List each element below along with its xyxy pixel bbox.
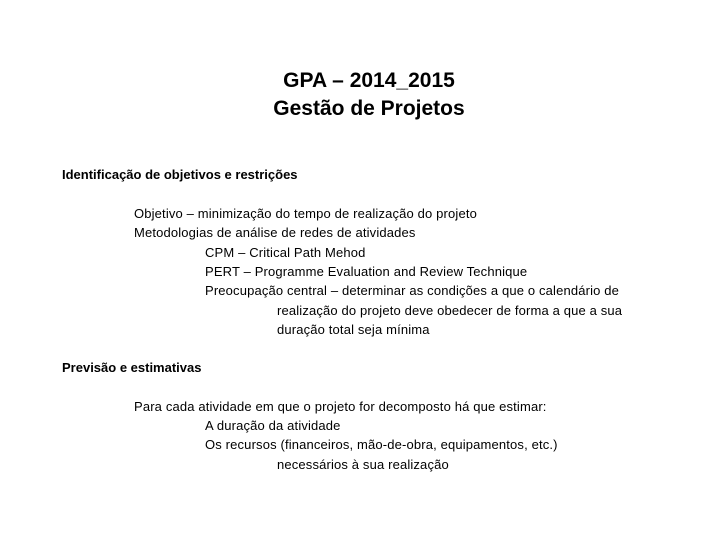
title-line-2: Gestão de Projetos [273,97,465,120]
estimates-intro-text: Para cada atividade em que o projeto for decomposto há que estimar: [134,399,547,414]
cpm-text: CPM – Critical Path Mehod [205,245,366,260]
duration-item-text: A duração da atividade [205,418,341,433]
resources-item-text-line-2: necessários à sua realização [277,457,449,472]
concern-text-line-2: realização do projeto deve obedecer de forma a que a sua [277,303,623,318]
pert-text: PERT – Programme Evaluation and Review Technique [205,264,528,279]
slide-title [0,67,720,123]
section-heading-estimates: Previsão e estimativas [62,360,202,375]
concern-text-line-1: Preocupação central – determinar as condições a que o calendário de [205,283,620,298]
methodologies-text: Metodologias de análise de redes de atividades [134,225,416,240]
section-heading-objectives: Identificação de objetivos e restrições [62,167,298,182]
concern-text-line-3: duração total seja mínima [277,322,430,337]
resources-item-text-line-1: Os recursos (financeiros, mão-de-obra, equipamentos, etc.) [205,437,558,452]
objective-text: Objetivo – minimização do tempo de realização do projeto [134,206,477,221]
title-line-1: GPA – 2014_2015 [283,69,455,92]
